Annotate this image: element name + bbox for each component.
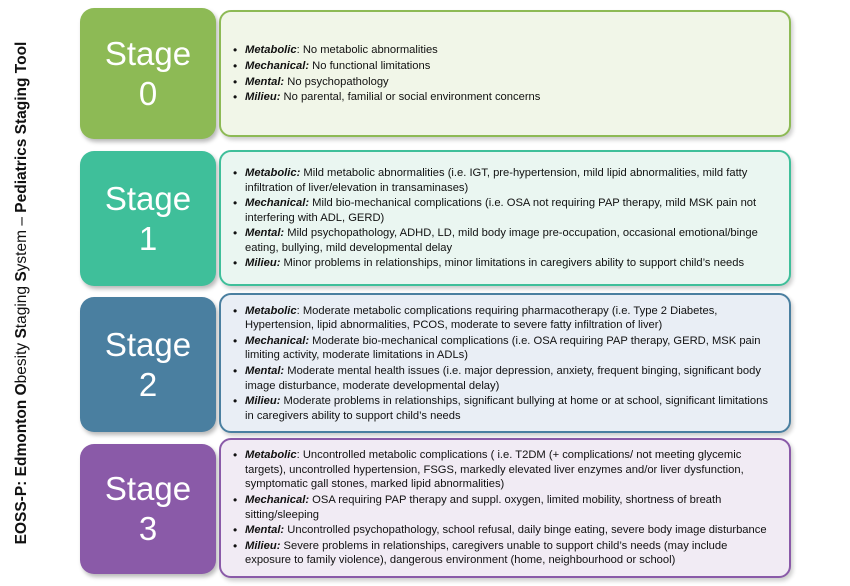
title-part: besity bbox=[13, 338, 30, 384]
stage-2-description bbox=[219, 293, 791, 433]
stage-0-description bbox=[219, 10, 791, 137]
stage-1-mechanical: • Mechanical: Mild bio-mechanical complications (i.e. OSA not requiring PAP therapy, mild MSK pain not interfering with ADL, GERD) bbox=[231, 196, 773, 225]
stage-1-mental: • Mental: Mild psychopathology, ADHD, LD, mild body image pre-occupation, occasional emotional/binge eating, bullying, mild developmental delay bbox=[231, 226, 773, 255]
stage-3-description bbox=[219, 438, 791, 578]
title-letter-s: S bbox=[13, 328, 30, 339]
vertical-title bbox=[10, 13, 34, 573]
stage-1-box bbox=[80, 151, 216, 286]
stage-0-milieu: • Milieu: No parental, familial or social environment concerns bbox=[231, 90, 773, 105]
stage-2-word: Stage bbox=[104, 325, 192, 363]
stage-0-box bbox=[80, 8, 216, 139]
stage-1-number: 1 bbox=[138, 219, 158, 257]
stage-0-metabolic: • Metabolic: No metabolic abnormalities bbox=[231, 43, 773, 58]
title-part: taging bbox=[13, 281, 30, 329]
stage-3-number: 3 bbox=[138, 510, 158, 547]
title-part: EOSS-P: Edmonton bbox=[13, 395, 30, 545]
title-letter-o: O bbox=[13, 383, 30, 396]
title-part: ystem – bbox=[13, 212, 30, 272]
stage-3-metabolic: • Metabolic: Uncontrolled metabolic complications ( i.e. T2DM (+ complications/ not meeting glycemic targets), uncontrolled hypertension, FSGS, markedly elevated liver enzymes and/or liver dysfunction, symptomatic gall stones, marked lipid abnormalities) bbox=[231, 448, 773, 492]
stage-2-metabolic: • Metabolic: Moderate metabolic complications requiring pharmacotherapy (i.e. Type 2 Diabetes, Hypertension, lipid abnormalities, PCOS, moderate to severe fatty infiltration of liver) bbox=[231, 304, 773, 333]
stage-1-metabolic: • Metabolic: Mild metabolic abnormalities (i.e. IGT, pre-hypertension, mild lipid abnormalities, mild fatty infiltration of liver/elevation in transaminases) bbox=[231, 166, 773, 195]
stage-0-mechanical: • Mechanical: No functional limitations bbox=[231, 59, 773, 74]
stage-2-mental: • Mental: Moderate mental health issues (i.e. major depression, anxiety, frequent binging, significant body image disturbance, moderate developmental delay) bbox=[231, 364, 773, 393]
stage-2-box bbox=[80, 297, 216, 432]
stage-3-milieu: • Milieu: Severe problems in relationships, caregivers unable to support child’s needs (may include exposure to family violence), dangerous environment (home, neighbourhood or school) bbox=[231, 539, 773, 568]
stage-3-mental: • Mental: Uncontrolled psychopathology, school refusal, daily binge eating, severe body image disturbance bbox=[231, 523, 773, 538]
stage-2-number: 2 bbox=[138, 365, 158, 403]
stage-1-milieu: • Milieu: Minor problems in relationships, minor limitations in caregivers ability to support child’s needs bbox=[231, 256, 773, 271]
stage-3-mechanical: • Mechanical: OSA requiring PAP therapy and suppl. oxygen, limited mobility, shortness of breath sitting/sleeping bbox=[231, 493, 773, 522]
stage-0-number: 0 bbox=[138, 74, 158, 112]
stage-3-word: Stage bbox=[104, 470, 192, 507]
stage-0-mental: • Mental: No psychopathology bbox=[231, 75, 773, 90]
stage-2-milieu: • Milieu: Moderate problems in relationships, significant bullying at home or at school, significant limitations in caregivers ability to support child’s needs bbox=[231, 394, 773, 423]
title-letter-s2: S bbox=[13, 271, 30, 282]
stage-0-word: Stage bbox=[104, 34, 192, 72]
stage-2-mechanical: • Mechanical: Moderate bio-mechanical complications (i.e. OSA requiring PAP therapy, GERD, MSK pain limiting activity, moderate limitations in ADLs) bbox=[231, 334, 773, 363]
stage-3-box bbox=[80, 444, 216, 574]
stage-1-word: Stage bbox=[104, 179, 192, 217]
stage-1-description bbox=[219, 150, 791, 286]
title-pediatrics: Pediatrics Staging Tool bbox=[13, 41, 30, 213]
